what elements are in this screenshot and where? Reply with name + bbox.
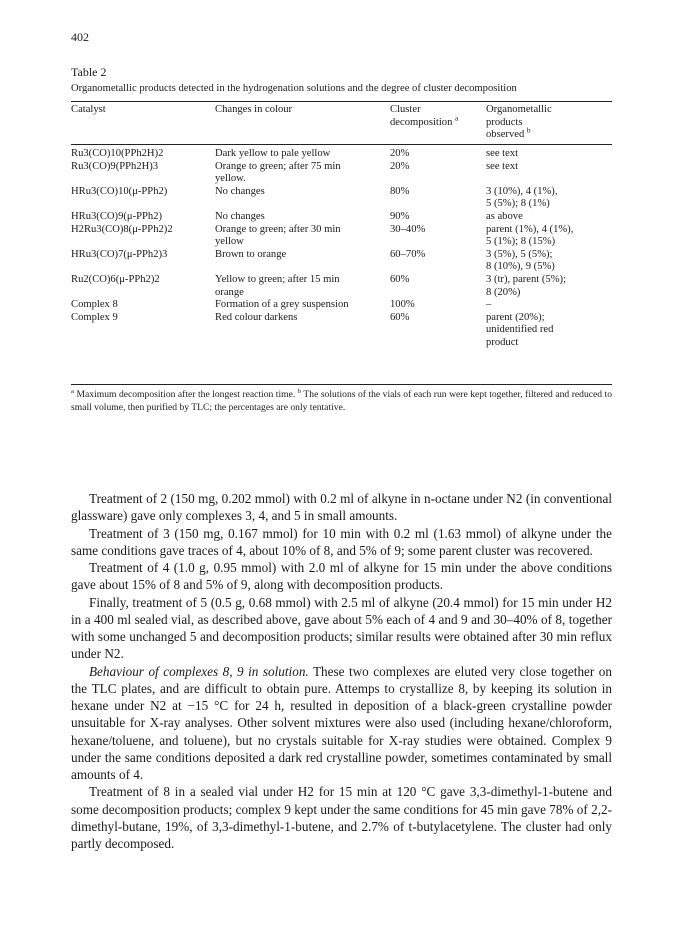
cell-catalyst: Ru3(CO)9(PPh2H)3 xyxy=(71,160,159,172)
footnote-b: The solutions of the vials of each run were kept together, filtered and reduced to small volume, then purified by TLC; the percentages are only tentative. xyxy=(71,389,613,413)
cell-products: – xyxy=(486,299,492,311)
cell-products: unidentified red xyxy=(486,324,554,336)
table-label: Table 2 xyxy=(71,65,107,79)
cell-products: see text xyxy=(486,160,519,172)
cell-catalyst: HRu3(CO)10(μ-PPh2) xyxy=(71,185,168,197)
cell-products: as above xyxy=(486,211,523,222)
cell-decomposition: 100% xyxy=(390,299,415,311)
cell-colour: yellow. xyxy=(215,173,246,185)
cell-decomposition: 80% xyxy=(390,185,410,197)
header-catalyst: Catalyst xyxy=(71,104,106,115)
cell-products: parent (1%), 4 (1%), xyxy=(486,223,574,235)
cell-decomposition: 20% xyxy=(390,160,410,172)
header-decomposition-line2: decomposition $^a$ xyxy=(390,113,459,128)
cell-products: 3 (5%), 5 (5%); xyxy=(486,248,553,260)
cell-decomposition: 60% xyxy=(390,274,410,285)
cell-colour: Orange to green; after 30 min xyxy=(215,223,341,235)
paragraph-2: Treatment of 3 (150 mg, 0.167 mmol) for 10 min with 0.2 ml (1.63 mmol) of alkyne under the same conditions gave traces of 4, about 10% of 8, and 5% of 9; some parent cluster was recovered. xyxy=(71,525,612,558)
cell-products: product xyxy=(486,337,519,348)
cell-products: see text xyxy=(486,148,519,159)
cell-decomposition: 90% xyxy=(390,211,410,222)
cell-catalyst: Ru3(CO)10(PPh2H)2 xyxy=(71,148,164,159)
cell-colour: yellow xyxy=(215,236,244,248)
paragraph-6: Treatment of 8 in a sealed vial under H2 for 15 min at 120 °C gave 3,3-dimethyl-1-butene and some decomposition products; complex 9 kept under the same conditions for 45 min gave 78% of 2,2-dimethyl-butane, 19%, of 3,3-dimethyl-1-butene, and 2.7% of t-butylacetylene. The cluster had only partly decomposed. xyxy=(71,784,612,851)
cell-colour: Red colour darkens xyxy=(215,311,298,323)
cell-colour: Yellow to green; after 15 min xyxy=(215,274,340,285)
cell-catalyst: H2Ru3(CO)8(μ-PPh2)2 xyxy=(71,223,173,235)
table-top-rule xyxy=(71,101,612,102)
cell-decomposition: 60–70% xyxy=(390,248,426,260)
cell-catalyst: Complex 8 xyxy=(71,299,118,311)
cell-decomposition: 60% xyxy=(390,311,410,323)
cell-products: 3 (10%), 4 (1%), xyxy=(486,185,558,197)
cell-products: 8 (10%), 9 (5%) xyxy=(486,261,555,273)
header-colour: Changes in colour xyxy=(215,104,293,115)
header-decomposition: Cluster xyxy=(390,104,421,115)
cell-products: 3 (tr), parent (5%); xyxy=(486,274,567,285)
cell-products: parent (20%); xyxy=(486,311,545,323)
cell-colour: Brown to orange xyxy=(215,248,287,260)
paragraph-5 xyxy=(71,663,612,784)
cell-products: 8 (20%) xyxy=(486,286,521,298)
cell-catalyst: HRu3(CO)9(μ-PPh2) xyxy=(71,211,163,222)
header-products-line3: observed $^b$ xyxy=(486,125,531,141)
cell-decomposition: 20% xyxy=(390,148,410,159)
cell-catalyst: Complex 9 xyxy=(71,311,118,323)
footnote-a: Maximum decomposition after the longest reaction time. xyxy=(76,389,296,400)
footnote-mark-a: a xyxy=(71,387,74,395)
cell-colour: Orange to green; after 75 min xyxy=(215,160,341,172)
cell-colour: No changes xyxy=(215,185,265,197)
footnote-mark-b: b xyxy=(297,387,302,395)
cell-colour: No changes xyxy=(215,211,265,222)
section-heading: Behaviour of complexes 8, 9 in solution. xyxy=(89,663,309,679)
table-bottom-rule xyxy=(71,384,612,385)
table-header-rule xyxy=(71,144,612,145)
header-products: Organometallic xyxy=(486,104,552,115)
cell-products: 5 (1%); 8 (15%) xyxy=(486,236,556,248)
paragraph-5-text: These two complexes are eluted very close together on the TLC plates, and are difficult to obtain pure. Attemps to crystallize 8, by keeping its solution in hexane under N2 at −15 °C for 24 h, resulted in deposition of a black-green crystalline powder unsuitable for X-ray analyses. Other solvent mixtures were also used (including hexane/chloroform, hexane/toluene, and toluene), but no crystals suitable for X-ray studies were obtained. Complex 9 under the same conditions deposited a dark red crystalline powder, sometimes contaminated by small amounts of 4. xyxy=(71,663,612,782)
table-caption: Organometallic products detected in the hydrogenation solutions and the degree of cluster decomposition xyxy=(71,83,517,94)
table-footnotes xyxy=(71,389,612,414)
paragraph-4: Finally, treatment of 5 (0.5 g, 0.68 mmol) with 2.5 ml of alkyne (20.4 mmol) for 15 min under H2 in a 400 ml sealed vial, as described above, gave about 5% each of 4 and 9 and 30–40% of 8, together with some unchanged 5 and decomposition products; similar results were obtained after 30 min reflux under N2. xyxy=(71,594,612,662)
cell-catalyst: HRu3(CO)7(μ-PPh2)3 xyxy=(71,248,168,260)
cell-colour: orange xyxy=(215,286,244,298)
paragraph-3: Treatment of 4 (1.0 g, 0.95 mmol) with 2.0 ml of alkyne for 15 min under the above conditions gave about 15% of 8 and 5% of 9, along with decomposition products. xyxy=(71,560,612,593)
paragraph-1: Treatment of 2 (150 mg, 0.202 mmol) with 0.2 ml of alkyne in n-octane under N2 (in conventional glassware) gave only complexes 3, 4, and 5 in small amounts. xyxy=(71,491,612,524)
cell-colour: Formation of a grey suspension xyxy=(215,299,349,311)
cell-products: 5 (5%); 8 (1%) xyxy=(486,198,550,210)
header-products-line2: products xyxy=(486,116,523,128)
cell-catalyst: Ru2(CO)6(μ-PPh2)2 xyxy=(71,274,160,285)
body-text xyxy=(71,490,612,852)
cell-decomposition: 30–40% xyxy=(390,223,426,235)
page-number: 402 xyxy=(71,30,89,44)
cell-colour: Dark yellow to pale yellow xyxy=(215,148,331,159)
